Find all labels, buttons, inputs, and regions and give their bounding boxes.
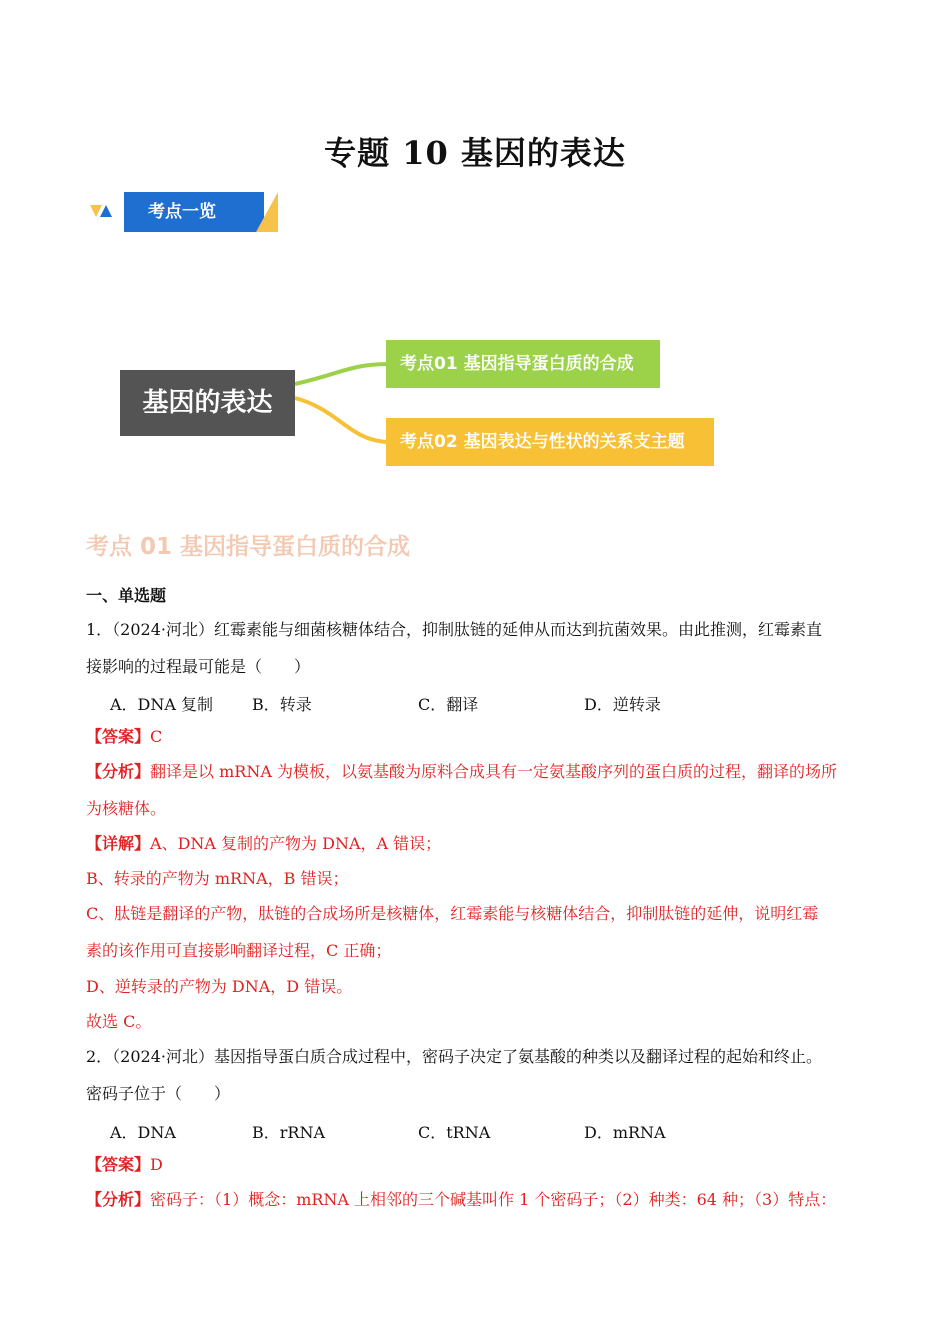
q2-option-c: C．tRNA — [418, 1123, 491, 1142]
analysis-tag: 【分析】 — [86, 1190, 151, 1209]
answer-value: D — [150, 1155, 163, 1174]
detail-tag: 【详解】 — [86, 834, 151, 853]
analysis-tag: 【分析】 — [86, 762, 151, 781]
detail-text: A、DNA 复制的产物为 DNA，A 错误； — [150, 834, 442, 853]
q2-analysis-line1 — [86, 1190, 836, 1210]
analysis-text: 翻译是以 mRNA 为模板，以氨基酸为原料合成具有一定氨基酸序列的蛋白质的过程，翻译的场所 — [150, 762, 837, 781]
answer-tag: 【答案】 — [86, 727, 151, 746]
triangle-blue-icon — [100, 205, 112, 217]
section-banner: 考点一览 — [124, 192, 264, 232]
q2-options — [110, 1120, 870, 1142]
q2-stem-line2: 密码子位于（ ） — [86, 1084, 231, 1103]
q1-analysis-line2: 为核糖体。 — [86, 799, 167, 818]
q1-detail-line2: B、转录的产物为 mRNA，B 错误； — [86, 869, 349, 888]
q1-options — [110, 692, 870, 714]
q1-detail-line4: 素的该作用可直接影响翻译过程，C 正确； — [86, 941, 392, 960]
q1-detail-line3: C、肽链是翻译的产物，肽链的合成场所是核糖体，红霉素能与核糖体结合，抑制肽链的延伸，说明红霉 — [86, 904, 819, 923]
q1-detail-line5: D、逆转录的产物为 DNA，D 错误。 — [86, 977, 353, 996]
q1-stem-line1: 1．（2024·河北）红霉素能与细菌核糖体结合，抑制肽链的延伸从而达到抗菌效果。由此推测，红霉素直 — [86, 620, 822, 639]
q1-analysis-line1 — [86, 762, 837, 782]
q1-option-b: B．转录 — [252, 695, 312, 714]
analysis-text: 密码子：（1）概念：mRNA 上相邻的三个碱基叫作 1 个密码子；（2）种类：64 种；（3）特点： — [150, 1190, 837, 1209]
answer-value: C — [150, 727, 163, 746]
banner-tail-decoration — [256, 192, 278, 232]
section-heading: 考点 01 基因指导蛋白质的合成 — [86, 534, 411, 560]
mindmap-node-1: 考点01 基因指导蛋白质的合成 — [386, 340, 660, 388]
mindmap-node-2: 考点02 基因表达与性状的关系支主题 — [386, 418, 714, 466]
page-title: 专题 10 基因的表达 — [324, 134, 626, 172]
q1-option-d: D．逆转录 — [584, 695, 661, 714]
q2-option-d: D．mRNA — [584, 1123, 666, 1142]
mindmap-connectors — [280, 330, 400, 480]
mindmap-root: 基因的表达 — [120, 370, 295, 436]
q2-answer — [86, 1155, 163, 1175]
q1-detail-line1 — [86, 834, 441, 854]
q2-stem-line1: 2．（2024·河北）基因指导蛋白质合成过程中，密码子决定了氨基酸的种类以及翻译过程的起始和终止。 — [86, 1047, 822, 1066]
q2-option-b: B．rRNA — [252, 1123, 326, 1142]
q1-option-c: C．翻译 — [418, 695, 479, 714]
q1-answer — [86, 727, 162, 747]
q2-option-a: A．DNA — [110, 1123, 176, 1142]
q1-stem-line2: 接影响的过程最可能是（ ） — [86, 657, 311, 676]
q1-detail-line6: 故选 C。 — [86, 1012, 152, 1031]
q1-option-a: A．DNA 复制 — [110, 695, 214, 714]
answer-tag: 【答案】 — [86, 1155, 151, 1174]
subsection-heading: 一、单选题 — [86, 586, 167, 605]
